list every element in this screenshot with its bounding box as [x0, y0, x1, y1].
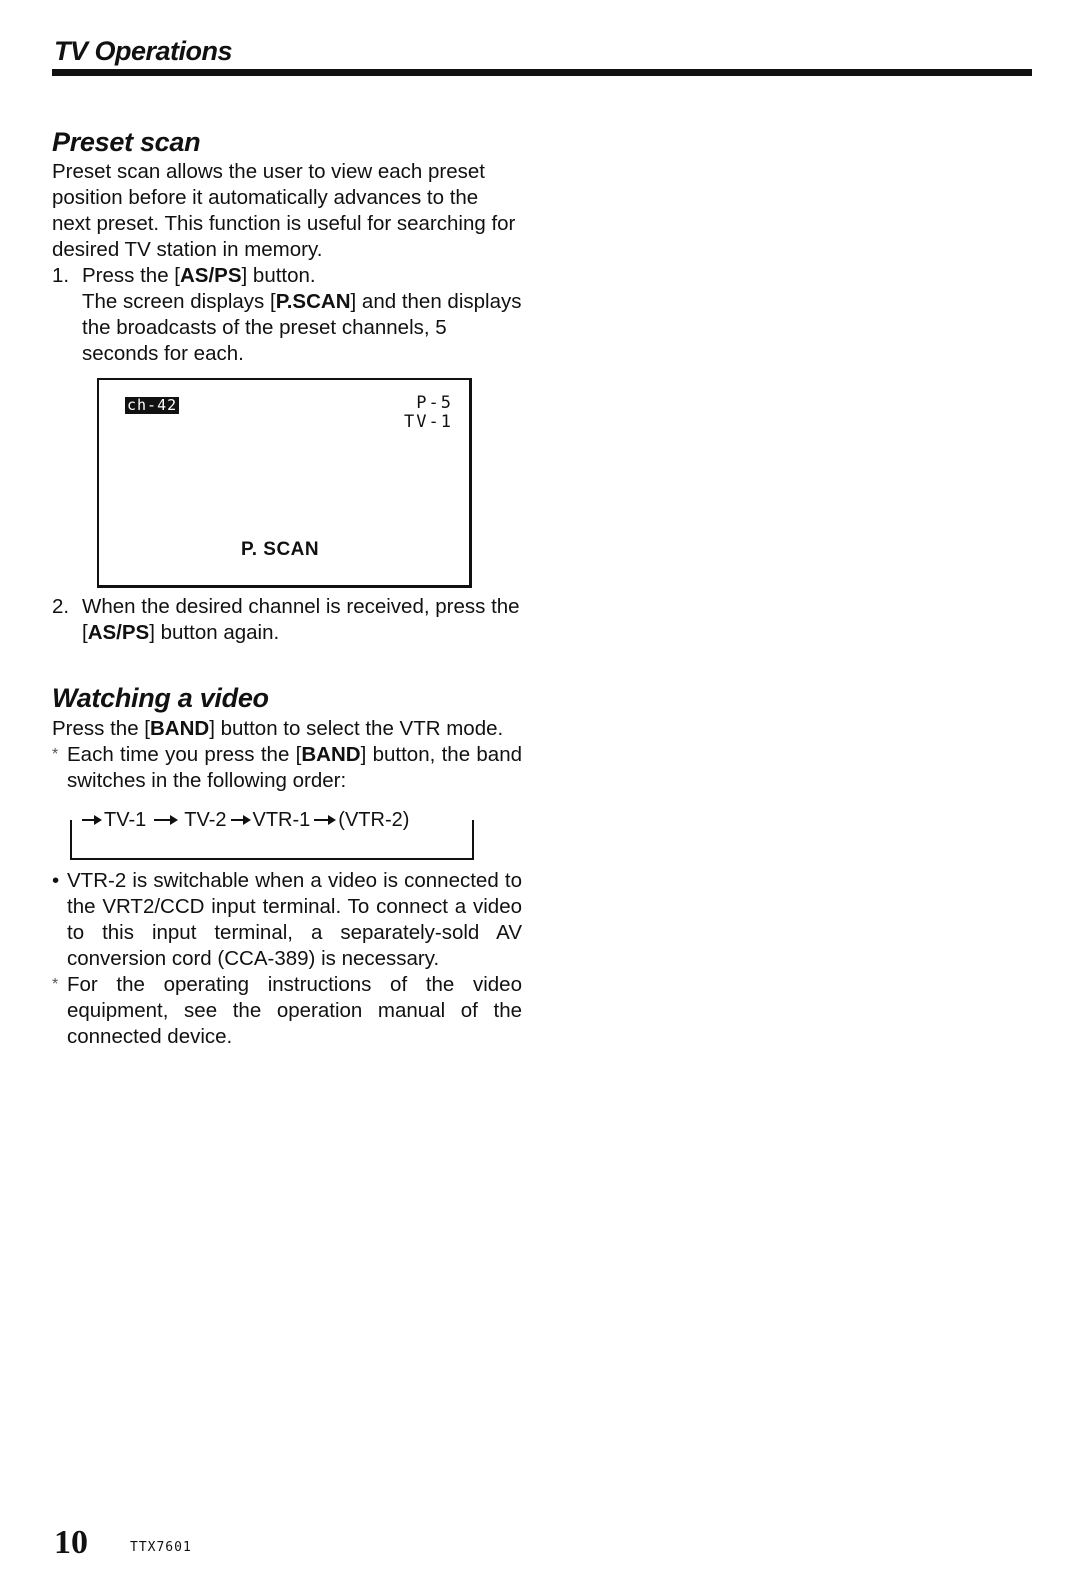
- tv-screen-illustration: [97, 378, 472, 588]
- band-item: TV-1: [104, 808, 147, 831]
- band-sequence: [70, 806, 475, 834]
- vtr2-note: [52, 868, 522, 972]
- operating-instructions-text: For the operating instructions of the video equipment, see the operation manual of the connected device.: [67, 973, 522, 1048]
- preset-indicator: [404, 394, 453, 432]
- step-2: [52, 594, 522, 646]
- arrow-icon: [82, 819, 100, 821]
- band-order-diagram: [70, 806, 475, 862]
- band-item: TV-2: [184, 808, 227, 831]
- preset-scan-title: Preset scan: [52, 127, 201, 157]
- preset-number: P-5: [416, 393, 453, 413]
- bullet-mark: •: [52, 869, 60, 892]
- band-item: (VTR-2): [338, 808, 410, 831]
- step-1: [52, 263, 522, 289]
- channel-badge: ch-42: [127, 396, 178, 414]
- pscan-label: P. SCAN: [241, 539, 320, 560]
- band-select-line: Press the [BAND] button to select the VTR mode.: [52, 717, 504, 740]
- document-code: TTX7601: [130, 1540, 192, 1555]
- band-indicator: TV-1: [404, 412, 453, 432]
- page-header-title: TV Operations: [54, 36, 233, 66]
- preset-scan-body: [52, 159, 522, 367]
- arrow-icon: [154, 819, 176, 821]
- step-1-number: 1.: [52, 264, 70, 287]
- band-order-note-text: Each time you press the [BAND] button, the band switches in the following order:: [67, 743, 523, 792]
- watching-video-intro: [52, 716, 522, 794]
- operating-instructions-note: [52, 972, 522, 1050]
- asterisk-mark: *: [52, 976, 59, 993]
- header-rule: [52, 69, 1032, 76]
- watching-video-notes: [52, 868, 522, 1050]
- step-1-text: Press the [AS/PS] button.: [82, 264, 316, 287]
- preset-scan-intro: Preset scan allows the user to view each preset position before it automatically advances to the next preset. This function is useful for searching for desired TV station in memory.: [52, 160, 516, 261]
- step-2-text: When the desired channel is received, press the [AS/PS] button again.: [82, 595, 520, 644]
- step-2-block: [52, 594, 522, 646]
- band-item: VTR-1: [252, 808, 311, 831]
- watching-video-title: Watching a video: [52, 683, 269, 713]
- band-order-note: [52, 742, 522, 794]
- arrow-icon: [231, 819, 249, 821]
- page-number: 10: [54, 1524, 88, 1561]
- asterisk-mark: *: [52, 746, 59, 763]
- step-1-description: The screen displays [P.SCAN] and then displays the broadcasts of the preset channels, 5 seconds for each.: [82, 290, 522, 365]
- arrow-icon: [314, 819, 334, 821]
- step-2-number: 2.: [52, 595, 70, 618]
- vtr2-note-text: VTR-2 is switchable when a video is connected to the VRT2/CCD input terminal. To connect a video to this input terminal, a separately-sold AV conversion cord (CCA-389) is necessary.: [67, 869, 522, 970]
